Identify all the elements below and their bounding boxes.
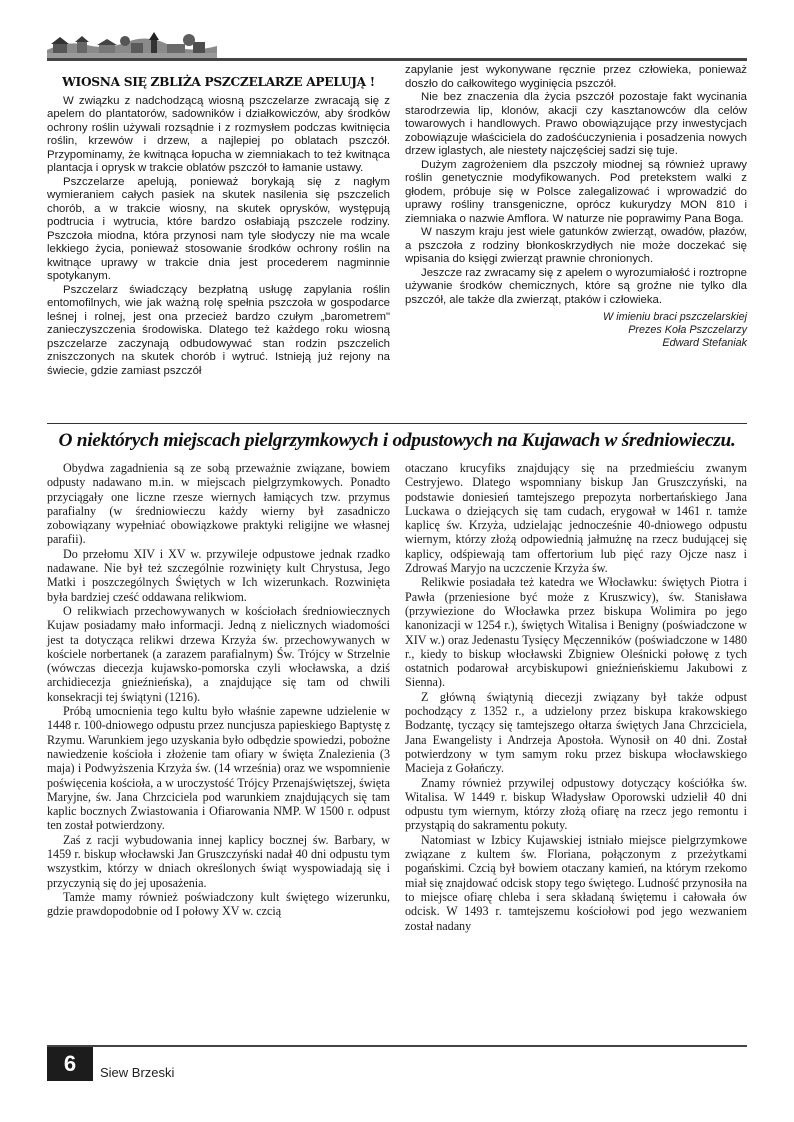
article2-paragraph: Próbą umocnienia tego kultu było właśnie zapewne udzielenie w 1448 r. 100-dniowego odpustu przez nuncjusza papieskiego Baptystę z Rzymu. Warunkiem jego uzyskania było odbędzie spowiedzi, pobożne nawiedzenie kościoła i złożenie tam ofiary w święta Znalezienia (3 maja) i Podwyższenia Krzyża św. (14 września) oraz we wspomnienie poświęcenia kościoła, a w uroczystość Trójcy Przenajświętszej, święta Maryjne, św. Jana Chrzciciela pod warunkiem znajdujących się tam kaplic bocznych Zwiastowania i Ofiarowania NMP. W 1500 r. odpust ten został potwierdzony. [47,704,390,833]
article2-title: O niektórych miejscach pielgrzymkowych i odpustowych na Kujawach w średniowieczu. [58,430,736,451]
publication-name: Siew Brzeski [100,1065,175,1080]
article2-paragraph: Zaś z racji wybudowania innej kaplicy bocznej św. Barbary, w 1459 r. biskup włocławski Jan Gruszczyński nadał 40 dni odpustu tym wszystkim, którzy w dniach określonych świąt wyspowiadają się i przyczynią się do jej uposażenia. [47,832,390,890]
article2-title-box [47,423,747,460]
article1-paragraph: W związku z nadchodzącą wiosną pszczelarze zwracają się z apelem do plantatorów, sadowników i działkowiczów, aby środków ochrony roślin używali rozsądnie i z rozmysłem podczas kwitnięcia roślin, krzewów i drzew, a najlepiej po oblatach pszczół. Przypominamy, że kwitnąca łopucha w ziemniakach to też kwitnąca plantacja i oprysk w trakcie oblatów pszczół to łamanie ustawy. [47,94,390,174]
header-divider [47,58,747,61]
article2-paragraph: O relikwiach przechowywanych w kościołach średniowiecznych Kujaw posiadamy mało informacji. Jedną z nielicznych wiadomości jest ta dotycząca relikwi drzewa Krzyża św. przechowywanych w kościele norbertanek (a zarazem parafialnym) Św. Trójcy w Strzelnie (wówczas diecezja kujawsko-pomorska czyli włocławska, a dziś archidiecezja gnieźnieńska), a znajdujące się tam od chwili konsekracji tej świątyni (1216). [47,603,390,704]
page-number: 6 [47,1047,93,1081]
article1-left-column [47,64,390,378]
article1-paragraph: Nie bez znaczenia dla życia pszczół pozostaje fakt wycinania starodrzewia lip, klonów, akacji czy kasztanowców dla celów towarowych i handlowych. Prawo obowiązujące przy inwestycjach zobowiązuje właściciela do zadośćuczynienia i posadzenia nowych drzew iglastych, ale niestety najczęściej sadzi się tuje. [405,91,747,157]
header-photo [47,30,217,58]
footer-divider [47,1045,747,1047]
signature-block [405,311,747,350]
signature-line: Edward Stefaniak [662,337,747,349]
article2-paragraph: Natomiast w Izbicy Kujawskiej istniało miejsce pielgrzymkowe związane z kultem św. Floriana, połączonym z przeżytkami pogańskimi. Czcią był bowiem otaczany kamień, na którym rzekomo miał się znajdować odcisk stopy tego świętego. Ludność przynosiła na to miejsce ofiarę chleba i sera składaną świętemu i całowała ów odcisk. W 1493 r. tamtejszemu kościołowi pod jego wezwaniem został nadany [405,832,747,933]
article1-paragraph: zapylanie jest wykonywane ręcznie przez człowieka, ponieważ doszło do całkowitego wyginięcia pszczół. [405,64,747,90]
article2-right-column [405,461,747,933]
article2-paragraph: otaczano krucyfiks znajdujący się na przedmieściu zwanym Cestryjewo. Dlatego wspomniany biskup Jan Gruszczyński, na podstawie doniesień tamtejszego prepozyta norbertańskiego Jana Luckawa o dziejących się tam cudach, erygował w 1461 r. tamże kaplicę św. Krzyża, udzielając jednocześnie 40-dniowego odpustu wiernym, którzy złożą odpowiednią jałmużnę na rzecz budującej się kaplicy, odśpiewają tam offertorium lub pięć razy Ojcze nasz i Zdrowaś Maryjo na uczczenie Krzyża św. [405,461,747,576]
article1-paragraph: Pszczelarze apelują, ponieważ borykają się z nagłym wymieraniem całych pasiek na skutek nasilenia się pszczelich chorób, a w trakcie wiosny, na skutek oprysków, występują podtrucia i wytrucia, które bardzo osłabiają pszczele rodziny. Pszczoła miodna, która przynosi nam tyle słodyczy nie ma wcale lekkiego życia, ponieważ stosowanie środków ochrony roślin na kwitnące uprawy w trakcie dnia jest procederem nagminnie spotykanym. [47,175,390,282]
article2-left-column [47,461,390,919]
article1-paragraph: Jeszcze raz zwracamy się z apelem o wyrozumiałość i roztropne używanie środków chemicznych, które są groźne nie tylko dla pszczół, ale także dla zwierząt, ptaków i człowieka. [405,266,748,306]
article2-paragraph: Obydwa zagadnienia są ze sobą przeważnie związane, bowiem odpusty nadawano m.in. w miejscach pielgrzymkowych. Ponadto przyciągały one liczne rzesze wiernych łamiących tzw. przymus parafialny (w średniowieczu każdy wierny był zasadniczo zobowiązany wypełniać obowiązkowe praktyki religijne we własnej parafii). [47,461,390,547]
article2-paragraph: Do przełomu XIV i XV w. przywileje odpustowe jednak rzadko nadawane. Nie był też szczególnie rozwinięty kult Chrystusa, Jego Matki i poszczególnych Świętych w Ich wizerunkach. Rozwinięta była bardziej cześć oddawana relikwiom. [47,546,390,604]
article1-title: WIOSNA SIĘ ZBLIŻA PSZCZELARZE APELUJĄ ! [62,75,375,89]
signature-line: W imieniu braci pszczelarskiej [603,311,747,323]
article1-paragraph: Pszczelarz świadczący bezpłatną usługę zapylania roślin entomofilnych, wie jak ważną rolę spełnia pszczoła w gospodarce leśnej i rolnej, jest ona przecież bardzo czułym „barometrem" zanieczyszczenia środowiska. Dlatego też każdego roku wiosną pszczelarze zaczynają odbudowywać stan rodzin pszczelich zniszczonych na skutek chorób i wytruć. Istnieją już rejony na świecie, gdzie zamiast pszczół [47,283,390,377]
article2-paragraph: Znamy również przywilej odpustowy dotyczący kościółka św. Witalisa. W 1449 r. biskup Władysław Oporowski udzielił 40 dni odpustu tym wiernym, którzy złożą ofiarę na rzecz jego remontu i przystąpią do sakramentu pokuty. [405,775,747,833]
article1-paragraph: Dużym zagrożeniem dla pszczoły miodnej są również uprawy roślin genetycznie modyfikowanych. Pod pretekstem walki z głodem, próbuje się w Polsce zalegalizować i wprowadzić do uprawy rośliny transgeniczne, oprócz kukurydzy MON 810 i ziemniaka o nazwie Amflora. W naturze nie poprawimy Pana Boga. [405,158,747,225]
article2-paragraph: Relikwie posiadała też katedra we Włocławku: świętych Piotra i Pawła (przeniesione być może z Kruszwicy), św. Stanisława (przywiezione do Włocławka przez biskupa Wolimira po jego kanonizacji w 1254 r.), świętych Witalisa i Benigny (poświadczone w XIV w.) oraz Jedenastu Tysięcy Męczenników (poświadczone w 1480 r., kiedy to biskup włocławski Zbigniew Oleśnicki połowę z tych ostatnich podarował arcybiskupowi gnieźnieńskiemu Jakubowi z Sienna). [405,575,747,690]
article1-paragraph: W naszym kraju jest wiele gatunków zwierząt, owadów, płazów, a pszczoła z rodziny błonkoskrzydłych nie może doczekać się wpisania do księgi zwierząt prawnie chronionych. [405,226,747,265]
article2-paragraph: Tamże mamy również poświadczony kult świętego wizerunku, gdzie prawdopodobnie od I połowy XV w. czcią [47,889,390,919]
signature-line: Prezes Koła Pszczelarzy [628,324,747,336]
article1-right-column [405,64,747,350]
article2-paragraph: Z główną świątynią diecezji związany był także odpust pochodzący z 1352 r., a udzielony przez biskupa krakowskiego Bodzantę, tyczący się tamtejszego ołtarza świętych Jana Chrzciciela, Jana Ewangelisty i Andrzeja Apostoła. Wynosił on 40 dni. Został potwierdzony w tym samym roku przez biskupa włocławskiego Macieja z Gołańczy. [405,689,747,776]
